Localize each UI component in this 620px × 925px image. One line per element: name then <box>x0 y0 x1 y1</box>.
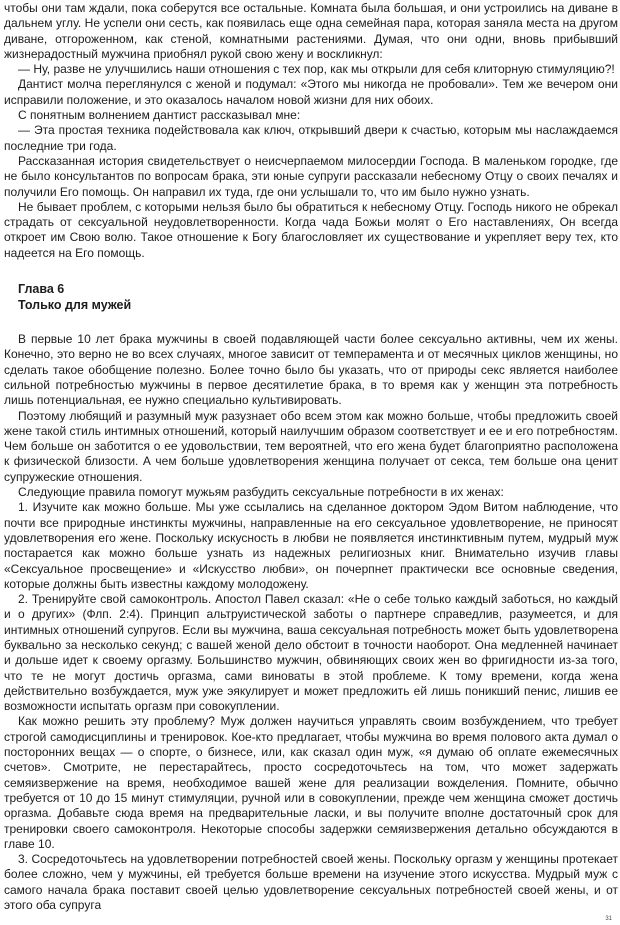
body-text <box>0 1 620 913</box>
paragraph: 1. Изучите как можно больше. Мы уже ссылались на сделанное доктором Эдом Витом наблюдение, что почти все природные инстинкты мужчины, направленные на его сексуальное удовлетворение, не приносят удовлетворения его жене. Поскольку искусность в любви не появляется инстинктивным путем, мудрый муж постарается как можно больше узнать из надежных религиозных книг. Внимательно изучив главы «Сексуальное просвещение» и «Искусство любви», он почерпнет практически все основные сведения, которые должны быть известны каждому молодожену. <box>4 500 618 591</box>
paragraph: Поэтому любящий и разумный муж разузнает обо всем этом как можно больше, чтобы предложить своей жене такой стиль интимных отношений, который наилучшим образом соответствует и ее и его потребностям. Чем больше он заботится о ее удовольствии, тем вероятней, что его жена будет благоприятно расположена к физической близости. А чем больше удовлетворения женщина получает от секса, тем больше она ценит супружеские отношения. <box>4 408 618 484</box>
paragraph: С понятным волнением дантист рассказывал мне: <box>18 108 301 123</box>
paragraph: Следующие правила помогут мужьям разбудить сексуальные потребности в их женах: <box>18 485 504 500</box>
paragraph: Дантист молча переглянулся с женой и подумал: «Этого мы никогда не пробовали». Тем же вечером они исправили положение, и это оказалось началом новой жизни для них обоих. <box>4 77 618 107</box>
paragraph: Не бывает проблем, с которыми нельзя было бы обратиться к небесному Отцу. Господь никого не обрекал страдать от сексуальной неудовлетворенности. Когда чада Божьи молят о Его наставлениях, Он всегда откроет им Свою волю. Такое отношение к Богу благословляет их существование и укрепляет веру тех, кто надеется на Его помощь. <box>4 199 618 260</box>
paragraph: 2. Тренируйте свой самоконтроль. Апостол Павел сказал: «Не о себе только каждый заботься, но каждый и о других» (Флп. 2:4). Принцип альтруистической заботы о партнере справедлив, разумеется, и для интимных отношений супругов. Если вы мужчина, ваша сексуальная потребность может быть удовлетворена буквально за несколько секунд; с вашей женой дело обстоит в точности наоборот. Она медленней начинает и дольше идет к своему оргазму. Большинство мужчин, обвиняющих своих жен во фригидности из-за того, что те не могут достичь оргазма, сами виноваты в этой проблеме. К тому времени, когда жена действительно возбуждается, муж уже эякулирует и может предложить ей лишь поникший пенис, лишив ее возможности испытать оргазм при совокуплении. <box>4 592 618 714</box>
chapter-title: Только для мужей <box>18 298 132 313</box>
paragraph: 3. Сосредоточьтесь на удовлетворении потребностей своей жены. Поскольку оргазм у женщины протекает более сложно, чем у мужчины, ей требуется больше времени на изучение этого искусства. Мудрый муж с самого начала брака поставит своей целью удовлетворение сексуальных потребностей своей жены, и от этого оба супруга <box>4 852 618 913</box>
paragraph: чтобы они там ждали, пока соберутся все остальные. Комната была большая, и они устроились на диване в дальнем углу. Не успели они сесть, как появилась еще одна семейная пара, которая заняла места на другом диване, отгороженном, как стеной, комнатными растениями. Думая, что они одни, вновь прибывший жизнерадостный мужчина приобнял рукой свою жену и воскликнул: <box>4 1 618 61</box>
paragraph: В первые 10 лет брака мужчины в своей подавляющей части более сексуально активны, чем их жены. Конечно, это верно не во всех случаях, многое зависит от темперамента и от месячных циклов женщины, но сделать такое обобщение полезно. Более точно было бы указать, что от природы секс является наиболее сильной потребностью мужчины в первое десятилетие брака, в то время как у женщин эта потребность лишь потенциальная, ее нужно специально культивировать. <box>4 332 618 408</box>
paragraph: Как можно решить эту проблему? Муж должен научиться управлять своим возбуждением, что требует строгой самодисциплины и тренировок. Кое-кто предлагает, чтобы мужчина во время полового акта думал о посторонних вещах — о спорте, о бизнесе, или, как сказал один муж, «я думаю об оплате ежемесячных счетов». Смотрите, не перестарайтесь, просто сосредоточьтесь на том, что может задержать семяизвержение на время, необходимое вашей жене для реализации вожделения. Помните, обычно требуется от 10 до 15 минут стимуляции, ручной или в совокуплении, прежде чем женщина сможет достичь оргазма. Добавьте сюда время на предварительные ласки, и вы получите вполне достаточный срок для тренировки своего самоконтроля. Некоторые способы задержки семяизвержения детально обсуждаются в главе 10. <box>4 714 618 851</box>
page-number: 31 <box>605 916 612 922</box>
chapter-number: Глава 6 <box>18 282 65 297</box>
paragraph: Рассказанная история свидетельствует о неисчерпаемом милосердии Господа. В маленьком городке, где не было консультантов по вопросам брака, эти юные супруги рассказали небесному Отцу о своих печалях и получили Его помощь. Он направил их туда, где они услышали то, что им было нужно узнать. <box>4 153 618 199</box>
paragraph: — Эта простая техника подействовала как ключ, открывший двери к счастью, которым мы наслаждаемся последние три года. <box>4 123 618 153</box>
chapter-heading <box>18 281 618 313</box>
paragraph: — Ну, разве не улучшились наши отношения с тех пор, как мы открыли для себя клиторную стимуляцию?! <box>18 62 615 77</box>
